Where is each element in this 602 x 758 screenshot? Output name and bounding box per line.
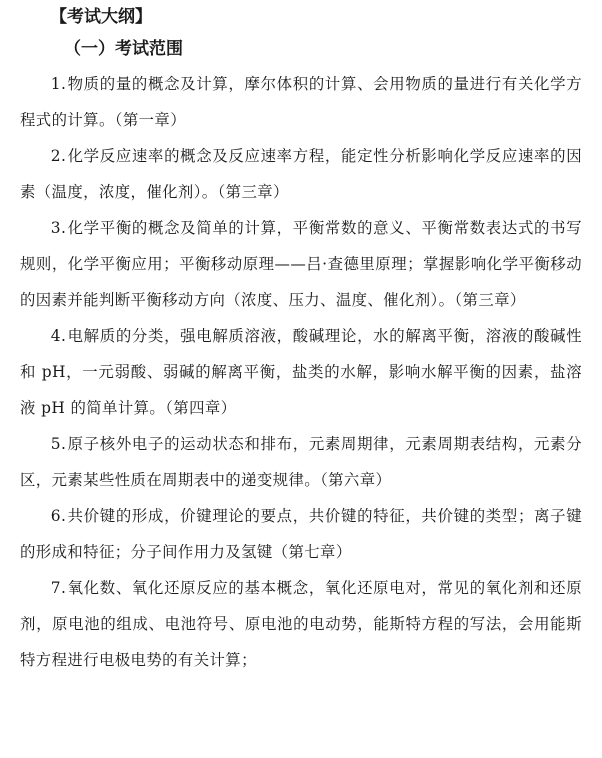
item-number: 1. bbox=[50, 75, 67, 93]
item-number: 2. bbox=[50, 147, 67, 165]
item-text: 原子核外电子的运动状态和排布，元素周期律，元素周期表结构，元素分区，元素某些性质在周期表中的递变规律。（第六章） bbox=[20, 435, 582, 489]
list-item bbox=[20, 318, 582, 426]
list-item bbox=[20, 570, 582, 678]
item-number: 3. bbox=[50, 219, 67, 237]
item-list bbox=[20, 66, 582, 678]
item-text: 氧化数、氧化还原反应的基本概念，氧化还原电对，常见的氧化剂和还原剂，原电池的组成、电池符号、原电池的电动势，能斯特方程的写法，会用能斯特方程进行电极电势的有关计算； bbox=[20, 579, 582, 669]
item-number: 4. bbox=[50, 327, 67, 345]
item-text: 共价键的形成，价键理论的要点，共价键的特征，共价键的类型；离子键的形成和特征；分子间作用力及氢键（第七章） bbox=[20, 507, 582, 561]
item-text: 电解质的分类，强电解质溶液，酸碱理论，水的解离平衡，溶液的酸碱性和 pH，一元弱酸、弱碱的解离平衡，盐类的水解，影响水解平衡的因素，盐溶液 pH 的简单计算。（第四章） bbox=[20, 327, 582, 417]
item-number: 7. bbox=[50, 579, 67, 597]
list-item bbox=[20, 426, 582, 498]
item-text: 物质的量的概念及计算，摩尔体积的计算、会用物质的量进行有关化学方程式的计算。（第一章） bbox=[20, 75, 582, 129]
item-text: 化学反应速率的概念及反应速率方程，能定性分析影响化学反应速率的因素（温度，浓度，催化剂）。（第三章） bbox=[20, 147, 582, 201]
item-number: 5. bbox=[50, 435, 67, 453]
item-number: 6. bbox=[50, 507, 67, 525]
list-item bbox=[20, 210, 582, 318]
list-item bbox=[20, 498, 582, 570]
list-item bbox=[20, 138, 582, 210]
item-text: 化学平衡的概念及简单的计算，平衡常数的意义、平衡常数表达式的书写规则，化学平衡应用；平衡移动原理——吕·查德里原理；掌握影响化学平衡移动的因素并能判断平衡移动方向（浓度、压力、温度、催化剂）。（第三章） bbox=[20, 219, 582, 309]
section-title: 【考试大纲】 bbox=[50, 7, 152, 27]
subsection-title: （一）考试范围 bbox=[64, 39, 183, 59]
list-item bbox=[20, 66, 582, 138]
